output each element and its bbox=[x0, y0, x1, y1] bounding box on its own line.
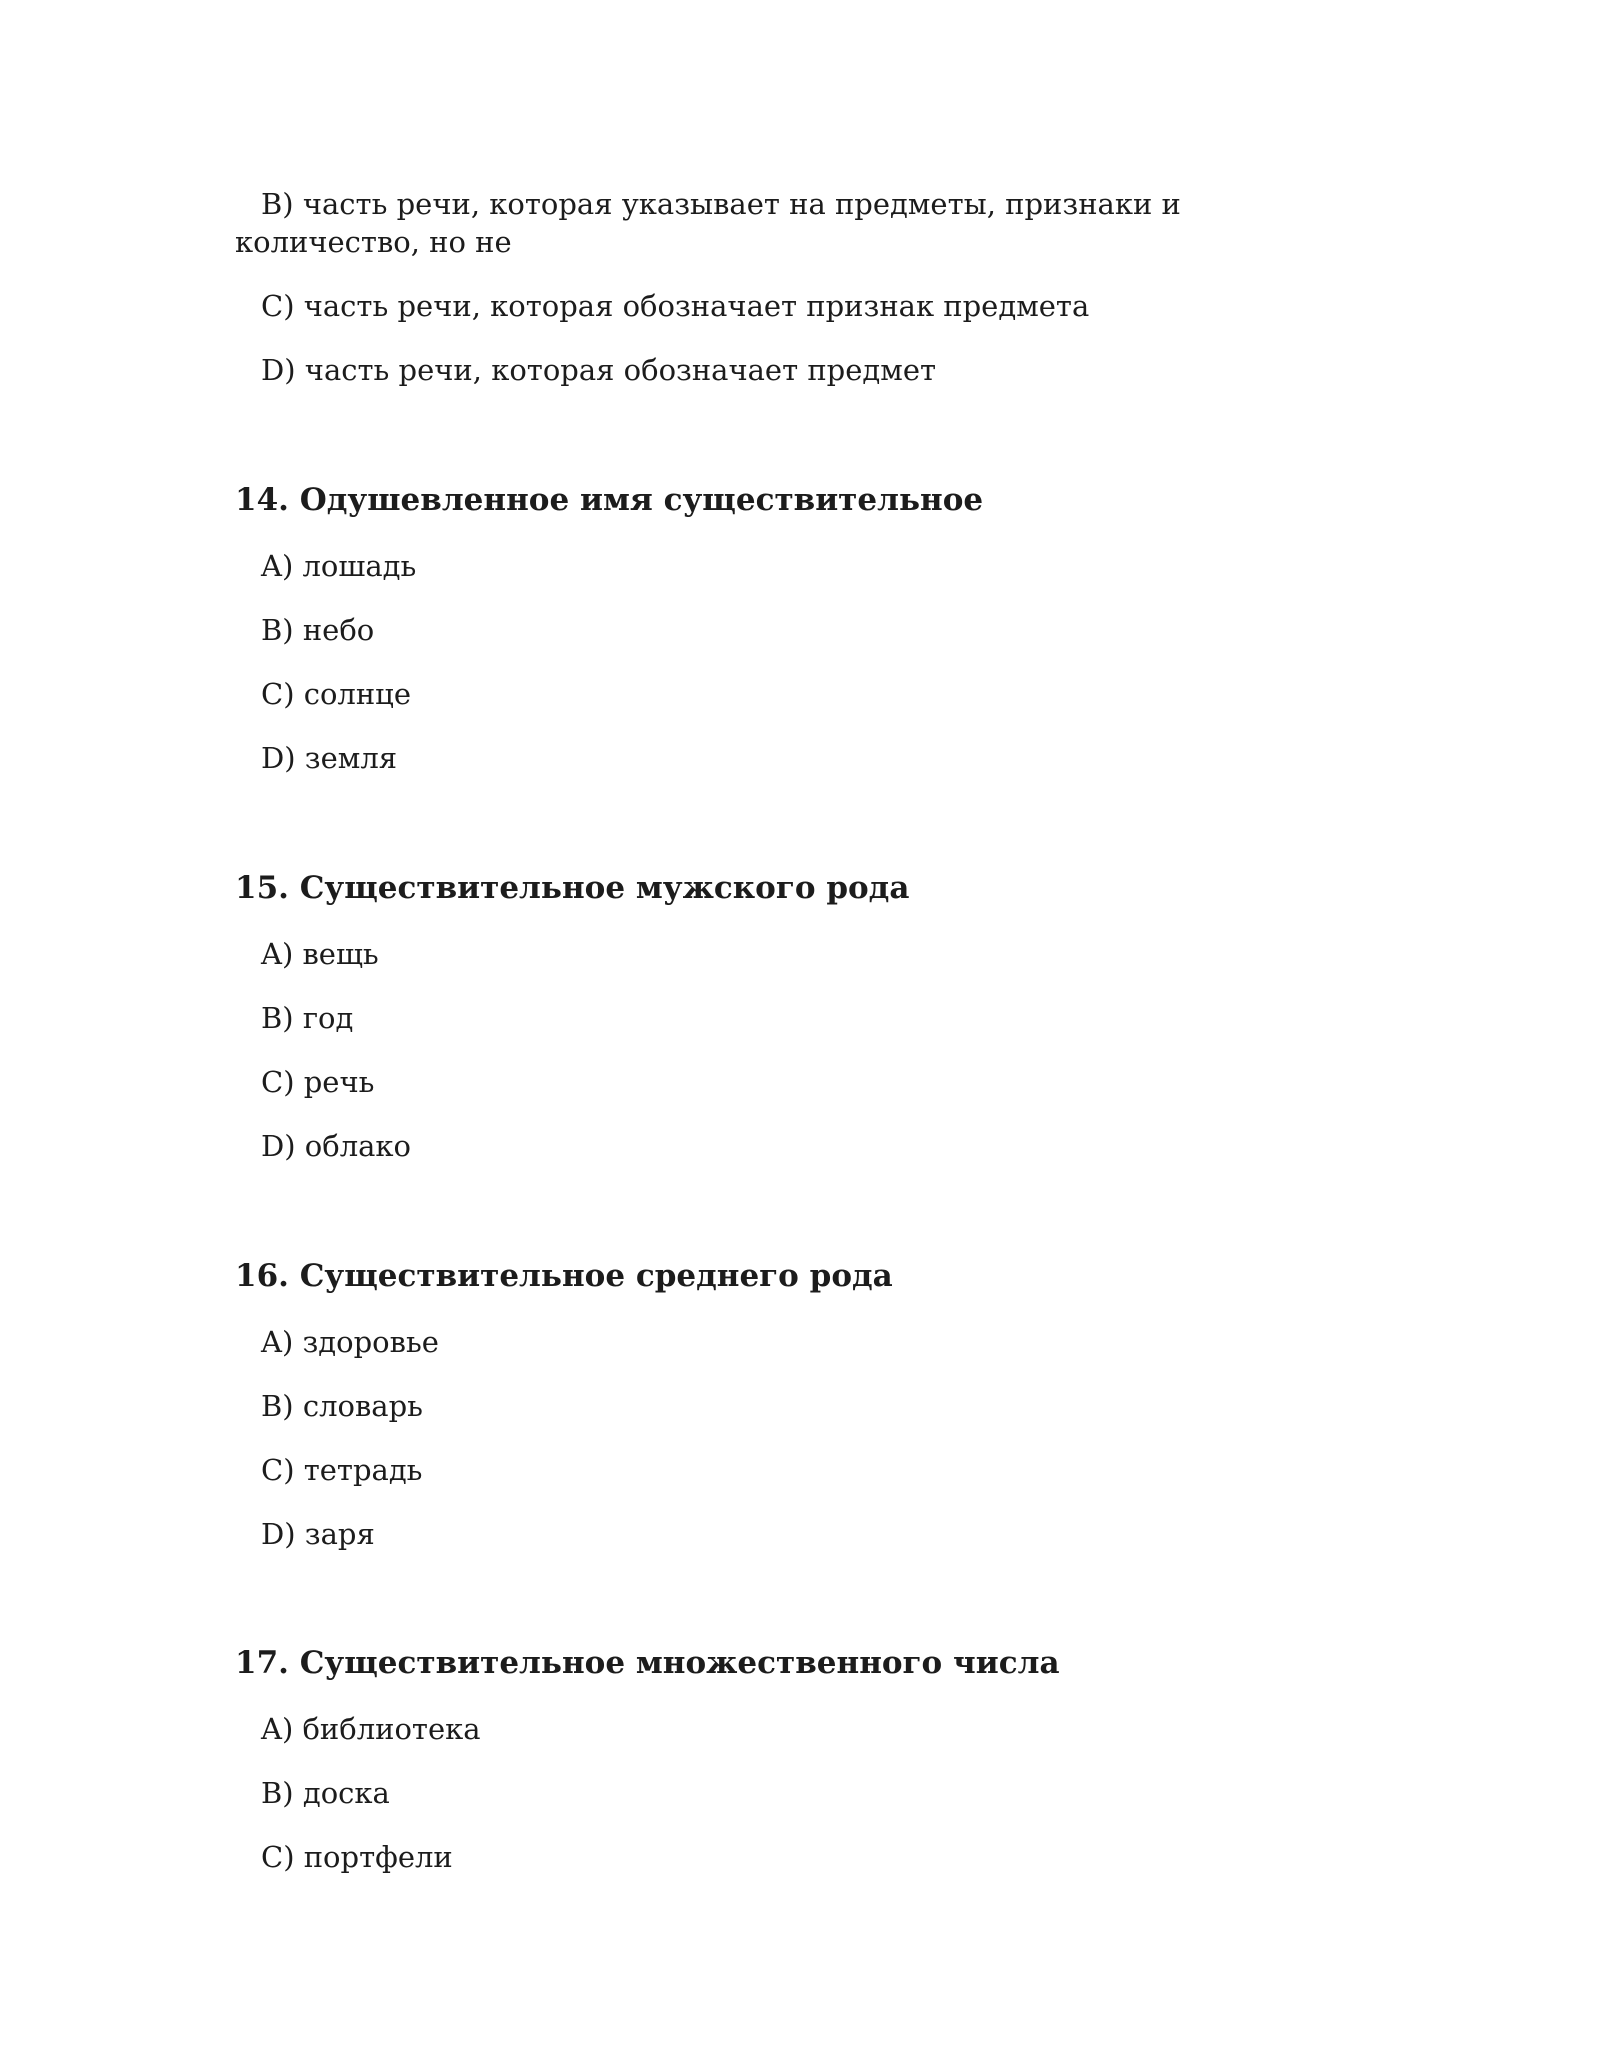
question-14-title: 14. Одушевленное имя существительное bbox=[235, 482, 984, 518]
question-14-option-a: A) лошадь bbox=[261, 549, 417, 583]
question-15-title: 15. Существительное мужского рода bbox=[235, 870, 910, 906]
question-15-option-d: D) облако bbox=[261, 1129, 411, 1163]
question-17-title: 17. Существительное множественного числа bbox=[235, 1645, 1060, 1681]
question-14-option-b: B) небо bbox=[261, 613, 375, 647]
option-b-prev: B) часть речи, которая указывает на предметы, признаки и количество, но не bbox=[235, 187, 1181, 259]
question-16-option-b: B) словарь bbox=[261, 1389, 423, 1423]
question-17-option-a: A) библиотека bbox=[261, 1712, 481, 1746]
question-17-option-c: C) портфели bbox=[261, 1840, 453, 1874]
question-16-title: 16. Существительное среднего рода bbox=[235, 1258, 893, 1294]
option-d-prev: D) часть речи, которая обозначает предмет bbox=[261, 353, 937, 387]
question-14-option-c: C) солнце bbox=[261, 677, 411, 711]
question-17-option-b: B) доска bbox=[261, 1776, 390, 1810]
question-14-option-d: D) земля bbox=[261, 741, 398, 775]
question-16-option-d: D) заря bbox=[261, 1517, 375, 1551]
question-15-option-c: C) речь bbox=[261, 1065, 375, 1099]
option-c-prev: C) часть речи, которая обозначает признак предмета bbox=[261, 289, 1090, 323]
question-15-option-b: B) год bbox=[261, 1001, 354, 1035]
question-15-option-a: A) вещь bbox=[261, 937, 379, 971]
question-16-option-c: C) тетрадь bbox=[261, 1453, 423, 1487]
question-16-option-a: A) здоровье bbox=[261, 1325, 439, 1359]
